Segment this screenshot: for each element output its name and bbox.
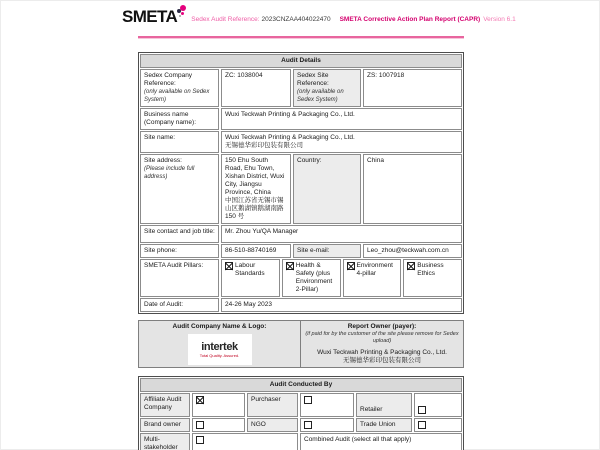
sedex-site-reference-value: ZS: 1007918 (363, 69, 462, 107)
sedex-company-reference-value: ZC: 1038004 (221, 69, 291, 107)
audit-company-cell (139, 321, 301, 367)
smeta-logo-text: SMETA (122, 7, 178, 26)
smeta-logo-dots-icon (176, 5, 186, 19)
report-owner-label: Report Owner (payer): (347, 323, 417, 330)
business-name-label: Business name (Company name): (140, 108, 219, 130)
pillar-health-safety-checkbox[interactable] (286, 262, 294, 270)
option-retailer-label: Retailer (356, 393, 412, 417)
pillar-labour-label: Labour Standards (235, 262, 265, 277)
business-name-value: Wuxi Teckwah Printing & Packaging Co., Ltd. (221, 108, 462, 130)
audit-reference-value: 2023CNZAA404022470 (261, 16, 331, 23)
audit-conducted-by-table (138, 376, 464, 450)
audit-conducted-by-title: Audit Conducted By (140, 378, 462, 392)
sedex-company-reference-label: Sedex Company Reference: (only available on Sedex System) (140, 69, 219, 107)
option-retailer-checkbox[interactable] (418, 406, 426, 414)
option-ngo-checkbox-cell (300, 418, 354, 432)
pillar-health-safety-label: Health & Safety (plus Environment 2-Pillar) (295, 262, 333, 293)
site-address-note: (Please include full address) (144, 166, 195, 180)
pillar-labour-checkbox[interactable] (225, 262, 233, 270)
country-label: Country: (293, 154, 361, 224)
option-trade-union-checkbox[interactable] (418, 421, 426, 429)
country-value: China (363, 154, 462, 224)
option-retailer-checkbox-cell (414, 393, 462, 417)
audit-reference-label: Sedex Audit Reference: (191, 16, 260, 23)
pillar-business-ethics-label: Business Ethics (417, 262, 444, 277)
pillar-environment (343, 259, 402, 297)
option-multi-stakeholder-label: Multi-stakeholder (140, 433, 190, 450)
date-of-audit-label: Date of Audit: (140, 298, 219, 312)
option-affiliate-checkbox[interactable] (196, 396, 204, 404)
site-name-value: Wuxi Teckwah Printing & Packaging Co., Ltd. 无锡德华彩印包装有限公司 (221, 131, 462, 153)
ownership-table (138, 320, 464, 368)
pillar-business-ethics (403, 259, 462, 297)
report-header (122, 7, 516, 27)
site-phone-value: 86-510-88740169 (221, 244, 291, 258)
option-ngo-label: NGO (247, 418, 298, 432)
report-title: SMETA Corrective Action Plan Report (CAPR) (339, 16, 481, 23)
site-phone-label: Site phone: (140, 244, 219, 258)
option-trade-union-checkbox-cell (414, 418, 462, 432)
audit-details-title: Audit Details (140, 54, 462, 68)
site-name-label: Site name: (140, 131, 219, 153)
site-email-label: Site e-mail: (293, 244, 361, 258)
option-ngo-checkbox[interactable] (304, 421, 312, 429)
option-trade-union-label: Trade Union (356, 418, 412, 432)
header-divider (138, 36, 464, 38)
option-brand-owner-label: Brand owner (140, 418, 190, 432)
option-purchaser-label: Purchaser (247, 393, 298, 417)
intertek-logo (188, 334, 252, 365)
intertek-tagline: Total Quality. Assured. (199, 352, 240, 358)
option-brand-owner-checkbox-cell (192, 418, 245, 432)
report-version: Version 6.1 (483, 16, 516, 23)
combined-audit-label: Combined Audit (select all that apply) (300, 433, 462, 450)
option-affiliate-checkbox-cell (192, 393, 245, 417)
site-email-value: Leo_zhou@teckwah.com.cn (363, 244, 462, 258)
pillar-environment-label: Environment 4-pillar (356, 262, 393, 277)
smeta-logo (122, 7, 177, 27)
sedex-site-reference-label: Sedex Site Reference: (only available on Sedex System) (293, 69, 361, 107)
pillar-environment-checkbox[interactable] (347, 262, 355, 270)
pillar-business-ethics-checkbox[interactable] (407, 262, 415, 270)
option-multi-stakeholder-checkbox-cell (192, 433, 298, 450)
pillar-health-safety (282, 259, 341, 297)
option-brand-owner-checkbox[interactable] (196, 421, 204, 429)
option-purchaser-checkbox[interactable] (304, 396, 312, 404)
site-address-label: Site address: (Please include full address) (140, 154, 219, 224)
audit-pillars-label: SMETA Audit Pillars: (140, 259, 219, 297)
intertek-logo-text: intertek (201, 340, 238, 353)
audit-details-table (138, 52, 464, 314)
date-of-audit-value: 24-26 May 2023 (221, 298, 462, 312)
pillar-labour (221, 259, 280, 297)
site-contact-value: Mr. Zhou Yu/QA Manager (221, 225, 462, 243)
sedex-company-reference-note: (only available on Sedex System) (144, 89, 210, 103)
site-contact-label: Site contact and job title: (140, 225, 219, 243)
report-owner-name: Wuxi Teckwah Printing & Packaging Co., Ltd. 无锡德华彩印包装有限公司 (317, 349, 447, 364)
option-purchaser-checkbox-cell (300, 393, 354, 417)
site-address-value: 150 Ehu South Road, Ehu Town, Xishan District, Wuxi City, Jiangsu Province, China 中国江苏省无锡市锡山区鹅湖镇鹅湖南路 150 号 (221, 154, 291, 224)
report-owner-note: (if paid for by the customer of the site please remove for Sedex upload) (305, 331, 459, 344)
audit-company-label: Audit Company Name & Logo: (172, 323, 267, 330)
option-multi-stakeholder-checkbox[interactable] (196, 436, 204, 444)
option-affiliate-label: Affiliate Audit Company (140, 393, 190, 417)
report-owner-cell (301, 321, 463, 367)
sedex-site-reference-note: (only available on Sedex System) (297, 89, 344, 103)
